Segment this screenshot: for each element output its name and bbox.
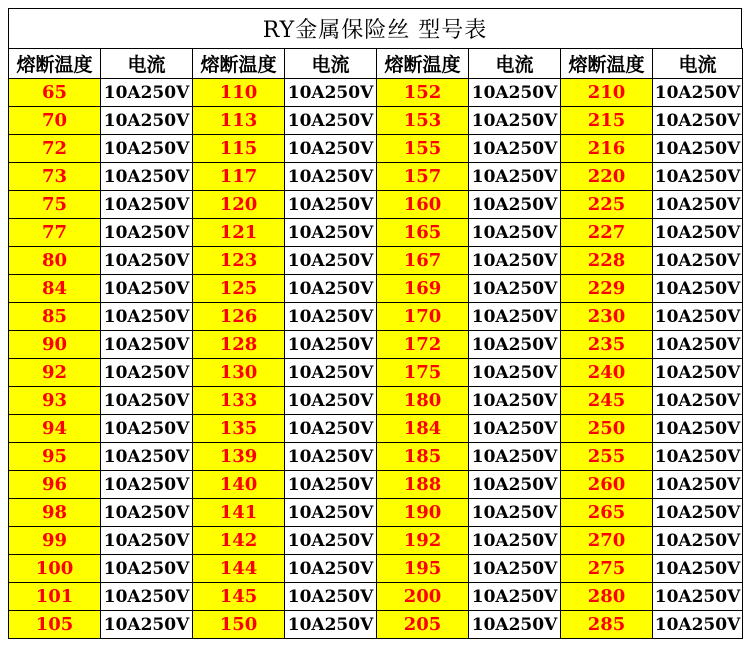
fuse-temperature-cell[interactable]: 184 xyxy=(377,415,469,443)
current-rating-cell[interactable]: 10A250V xyxy=(101,387,193,415)
current-rating-cell[interactable]: 10A250V xyxy=(469,219,561,247)
fuse-temperature-cell[interactable]: 270 xyxy=(561,527,653,555)
fuse-temperature-cell[interactable]: 128 xyxy=(193,331,285,359)
fuse-temperature-cell[interactable]: 185 xyxy=(377,443,469,471)
current-rating-cell[interactable]: 10A250V xyxy=(101,583,193,611)
fuse-temperature-cell[interactable]: 210 xyxy=(561,79,653,107)
fuse-temperature-cell[interactable]: 96 xyxy=(9,471,101,499)
fuse-temperature-cell[interactable]: 200 xyxy=(377,583,469,611)
fuse-temperature-cell[interactable]: 126 xyxy=(193,303,285,331)
fuse-temperature-cell[interactable]: 216 xyxy=(561,135,653,163)
fuse-temperature-cell[interactable]: 93 xyxy=(9,387,101,415)
header-current-2: 电流 xyxy=(285,49,377,79)
table-row xyxy=(9,303,743,331)
fuse-temperature-cell[interactable]: 190 xyxy=(377,499,469,527)
fuse-temperature-cell[interactable]: 125 xyxy=(193,275,285,303)
fuse-temperature-cell[interactable]: 152 xyxy=(377,79,469,107)
header-current-1: 电流 xyxy=(101,49,193,79)
current-rating-cell[interactable]: 10A250V xyxy=(653,415,743,443)
current-rating-cell[interactable]: 10A250V xyxy=(101,191,193,219)
fuse-temperature-cell[interactable]: 188 xyxy=(377,471,469,499)
current-rating-cell[interactable]: 10A250V xyxy=(469,387,561,415)
current-rating-cell[interactable]: 10A250V xyxy=(469,583,561,611)
fuse-temperature-cell[interactable]: 157 xyxy=(377,163,469,191)
current-rating-cell[interactable]: 10A250V xyxy=(285,387,377,415)
current-rating-cell[interactable]: 10A250V xyxy=(653,387,743,415)
table-title: RY金属保险丝 型号表 xyxy=(8,8,742,48)
fuse-temperature-cell[interactable]: 167 xyxy=(377,247,469,275)
fuse-temperature-cell[interactable]: 121 xyxy=(193,219,285,247)
fuse-temperature-cell[interactable]: 115 xyxy=(193,135,285,163)
current-rating-cell[interactable]: 10A250V xyxy=(285,163,377,191)
table-row xyxy=(9,471,743,499)
fuse-temperature-cell[interactable]: 255 xyxy=(561,443,653,471)
fuse-temperature-cell[interactable]: 142 xyxy=(193,527,285,555)
fuse-temperature-cell[interactable]: 172 xyxy=(377,331,469,359)
fuse-temperature-cell[interactable]: 235 xyxy=(561,331,653,359)
current-rating-cell[interactable]: 10A250V xyxy=(285,499,377,527)
fuse-temperature-cell[interactable]: 123 xyxy=(193,247,285,275)
fuse-temperature-cell[interactable]: 84 xyxy=(9,275,101,303)
current-rating-cell[interactable]: 10A250V xyxy=(285,527,377,555)
current-rating-cell[interactable]: 10A250V xyxy=(653,527,743,555)
fuse-temperature-cell[interactable]: 245 xyxy=(561,387,653,415)
current-rating-cell[interactable]: 10A250V xyxy=(285,275,377,303)
table-row xyxy=(9,107,743,135)
current-rating-cell[interactable]: 10A250V xyxy=(469,163,561,191)
fuse-temperature-cell[interactable]: 205 xyxy=(377,611,469,639)
current-rating-cell[interactable]: 10A250V xyxy=(101,219,193,247)
fuse-temperature-cell[interactable]: 150 xyxy=(193,611,285,639)
fuse-temperature-cell[interactable]: 117 xyxy=(193,163,285,191)
current-rating-cell[interactable]: 10A250V xyxy=(469,499,561,527)
current-rating-cell[interactable]: 10A250V xyxy=(285,471,377,499)
table-row xyxy=(9,555,743,583)
fuse-temperature-cell[interactable]: 139 xyxy=(193,443,285,471)
current-rating-cell[interactable]: 10A250V xyxy=(469,527,561,555)
fuse-temperature-cell[interactable]: 95 xyxy=(9,443,101,471)
fuse-temperature-cell[interactable]: 85 xyxy=(9,303,101,331)
current-rating-cell[interactable]: 10A250V xyxy=(101,247,193,275)
table-row xyxy=(9,163,743,191)
fuse-temperature-cell[interactable]: 169 xyxy=(377,275,469,303)
current-rating-cell[interactable]: 10A250V xyxy=(101,331,193,359)
fuse-temperature-cell[interactable]: 285 xyxy=(561,611,653,639)
fuse-temperature-cell[interactable]: 75 xyxy=(9,191,101,219)
fuse-temperature-cell[interactable]: 65 xyxy=(9,79,101,107)
fuse-temperature-cell[interactable]: 280 xyxy=(561,583,653,611)
fuse-temperature-cell[interactable]: 195 xyxy=(377,555,469,583)
fuse-temperature-cell[interactable]: 113 xyxy=(193,107,285,135)
fuse-temperature-cell[interactable]: 99 xyxy=(9,527,101,555)
fuse-temperature-cell[interactable]: 92 xyxy=(9,359,101,387)
current-rating-cell[interactable]: 10A250V xyxy=(653,331,743,359)
current-rating-cell[interactable]: 10A250V xyxy=(101,555,193,583)
fuse-model-table xyxy=(8,48,743,639)
current-rating-cell[interactable]: 10A250V xyxy=(285,107,377,135)
current-rating-cell[interactable]: 10A250V xyxy=(653,79,743,107)
current-rating-cell[interactable]: 10A250V xyxy=(469,359,561,387)
fuse-temperature-cell[interactable]: 72 xyxy=(9,135,101,163)
current-rating-cell[interactable]: 10A250V xyxy=(653,135,743,163)
fuse-temperature-cell[interactable]: 220 xyxy=(561,163,653,191)
fuse-temperature-cell[interactable]: 105 xyxy=(9,611,101,639)
fuse-temperature-cell[interactable]: 145 xyxy=(193,583,285,611)
fuse-temperature-cell[interactable]: 77 xyxy=(9,219,101,247)
current-rating-cell[interactable]: 10A250V xyxy=(101,527,193,555)
current-rating-cell[interactable]: 10A250V xyxy=(653,191,743,219)
table-row xyxy=(9,415,743,443)
table-row xyxy=(9,135,743,163)
current-rating-cell[interactable]: 10A250V xyxy=(285,443,377,471)
current-rating-cell[interactable]: 10A250V xyxy=(653,583,743,611)
header-temp-4: 熔断温度 xyxy=(561,49,653,79)
fuse-temperature-cell[interactable]: 120 xyxy=(193,191,285,219)
current-rating-cell[interactable]: 10A250V xyxy=(469,275,561,303)
fuse-temperature-cell[interactable]: 215 xyxy=(561,107,653,135)
fuse-temperature-cell[interactable]: 144 xyxy=(193,555,285,583)
fuse-temperature-cell[interactable]: 160 xyxy=(377,191,469,219)
fuse-temperature-cell[interactable]: 228 xyxy=(561,247,653,275)
current-rating-cell[interactable]: 10A250V xyxy=(653,107,743,135)
table-row xyxy=(9,219,743,247)
fuse-temperature-cell[interactable]: 155 xyxy=(377,135,469,163)
current-rating-cell[interactable]: 10A250V xyxy=(653,275,743,303)
table-row xyxy=(9,387,743,415)
current-rating-cell[interactable]: 10A250V xyxy=(285,359,377,387)
current-rating-cell[interactable]: 10A250V xyxy=(285,79,377,107)
current-rating-cell[interactable]: 10A250V xyxy=(469,611,561,639)
current-rating-cell[interactable]: 10A250V xyxy=(101,79,193,107)
fuse-temperature-cell[interactable]: 240 xyxy=(561,359,653,387)
fuse-temperature-cell[interactable]: 94 xyxy=(9,415,101,443)
current-rating-cell[interactable]: 10A250V xyxy=(101,359,193,387)
fuse-temperature-cell[interactable]: 250 xyxy=(561,415,653,443)
current-rating-cell[interactable]: 10A250V xyxy=(101,275,193,303)
fuse-temperature-cell[interactable]: 110 xyxy=(193,79,285,107)
fuse-temperature-cell[interactable]: 175 xyxy=(377,359,469,387)
current-rating-cell[interactable]: 10A250V xyxy=(653,219,743,247)
header-temp-2: 熔断温度 xyxy=(193,49,285,79)
fuse-temperature-cell[interactable]: 225 xyxy=(561,191,653,219)
current-rating-cell[interactable]: 10A250V xyxy=(285,331,377,359)
fuse-temperature-cell[interactable]: 227 xyxy=(561,219,653,247)
fuse-temperature-cell[interactable]: 130 xyxy=(193,359,285,387)
fuse-temperature-cell[interactable]: 140 xyxy=(193,471,285,499)
current-rating-cell[interactable]: 10A250V xyxy=(469,471,561,499)
current-rating-cell[interactable]: 10A250V xyxy=(285,303,377,331)
current-rating-cell[interactable]: 10A250V xyxy=(285,555,377,583)
current-rating-cell[interactable]: 10A250V xyxy=(469,107,561,135)
fuse-temperature-cell[interactable]: 141 xyxy=(193,499,285,527)
fuse-temperature-cell[interactable]: 265 xyxy=(561,499,653,527)
fuse-temperature-cell[interactable]: 165 xyxy=(377,219,469,247)
table-row xyxy=(9,359,743,387)
fuse-temperature-cell[interactable]: 98 xyxy=(9,499,101,527)
current-rating-cell[interactable]: 10A250V xyxy=(285,415,377,443)
fuse-temperature-cell[interactable]: 133 xyxy=(193,387,285,415)
current-rating-cell[interactable]: 10A250V xyxy=(469,415,561,443)
current-rating-cell[interactable]: 10A250V xyxy=(101,415,193,443)
fuse-temperature-cell[interactable]: 153 xyxy=(377,107,469,135)
current-rating-cell[interactable]: 10A250V xyxy=(653,443,743,471)
current-rating-cell[interactable]: 10A250V xyxy=(101,107,193,135)
current-rating-cell[interactable]: 10A250V xyxy=(653,611,743,639)
current-rating-cell[interactable]: 10A250V xyxy=(469,303,561,331)
table-row xyxy=(9,527,743,555)
header-current-3: 电流 xyxy=(469,49,561,79)
table-row xyxy=(9,191,743,219)
fuse-temperature-cell[interactable]: 275 xyxy=(561,555,653,583)
fuse-temperature-cell[interactable]: 192 xyxy=(377,527,469,555)
fuse-temperature-cell[interactable]: 170 xyxy=(377,303,469,331)
current-rating-cell[interactable]: 10A250V xyxy=(469,135,561,163)
current-rating-cell[interactable]: 10A250V xyxy=(653,247,743,275)
current-rating-cell[interactable]: 10A250V xyxy=(101,303,193,331)
header-row xyxy=(9,49,743,79)
current-rating-cell[interactable]: 10A250V xyxy=(285,611,377,639)
table-row xyxy=(9,611,743,639)
current-rating-cell[interactable]: 10A250V xyxy=(101,499,193,527)
current-rating-cell[interactable]: 10A250V xyxy=(101,135,193,163)
header-temp-1: 熔断温度 xyxy=(9,49,101,79)
header-current-4: 电流 xyxy=(653,49,743,79)
current-rating-cell[interactable]: 10A250V xyxy=(285,583,377,611)
table-row xyxy=(9,275,743,303)
current-rating-cell[interactable]: 10A250V xyxy=(285,219,377,247)
current-rating-cell[interactable]: 10A250V xyxy=(653,499,743,527)
fuse-temperature-cell[interactable]: 73 xyxy=(9,163,101,191)
fuse-temperature-cell[interactable]: 135 xyxy=(193,415,285,443)
current-rating-cell[interactable]: 10A250V xyxy=(469,555,561,583)
current-rating-cell[interactable]: 10A250V xyxy=(285,135,377,163)
table-row xyxy=(9,499,743,527)
current-rating-cell[interactable]: 10A250V xyxy=(101,163,193,191)
fuse-temperature-cell[interactable]: 80 xyxy=(9,247,101,275)
fuse-temperature-cell[interactable]: 230 xyxy=(561,303,653,331)
fuse-temperature-cell[interactable]: 180 xyxy=(377,387,469,415)
fuse-temperature-cell[interactable]: 100 xyxy=(9,555,101,583)
current-rating-cell[interactable]: 10A250V xyxy=(653,359,743,387)
current-rating-cell[interactable]: 10A250V xyxy=(285,247,377,275)
table-row xyxy=(9,79,743,107)
fuse-temperature-cell[interactable]: 260 xyxy=(561,471,653,499)
fuse-temperature-cell[interactable]: 229 xyxy=(561,275,653,303)
table-row xyxy=(9,583,743,611)
current-rating-cell[interactable]: 10A250V xyxy=(653,303,743,331)
current-rating-cell[interactable]: 10A250V xyxy=(101,611,193,639)
current-rating-cell[interactable]: 10A250V xyxy=(653,555,743,583)
current-rating-cell[interactable]: 10A250V xyxy=(653,471,743,499)
current-rating-cell[interactable]: 10A250V xyxy=(469,331,561,359)
table-row xyxy=(9,247,743,275)
current-rating-cell[interactable]: 10A250V xyxy=(469,191,561,219)
table-body xyxy=(9,79,743,639)
current-rating-cell[interactable]: 10A250V xyxy=(101,443,193,471)
current-rating-cell[interactable]: 10A250V xyxy=(285,191,377,219)
current-rating-cell[interactable]: 10A250V xyxy=(469,443,561,471)
fuse-temperature-cell[interactable]: 90 xyxy=(9,331,101,359)
current-rating-cell[interactable]: 10A250V xyxy=(469,79,561,107)
table-row xyxy=(9,443,743,471)
current-rating-cell[interactable]: 10A250V xyxy=(101,471,193,499)
current-rating-cell[interactable]: 10A250V xyxy=(469,247,561,275)
current-rating-cell[interactable]: 10A250V xyxy=(653,163,743,191)
fuse-temperature-cell[interactable]: 70 xyxy=(9,107,101,135)
fuse-temperature-cell[interactable]: 101 xyxy=(9,583,101,611)
table-row xyxy=(9,331,743,359)
header-temp-3: 熔断温度 xyxy=(377,49,469,79)
